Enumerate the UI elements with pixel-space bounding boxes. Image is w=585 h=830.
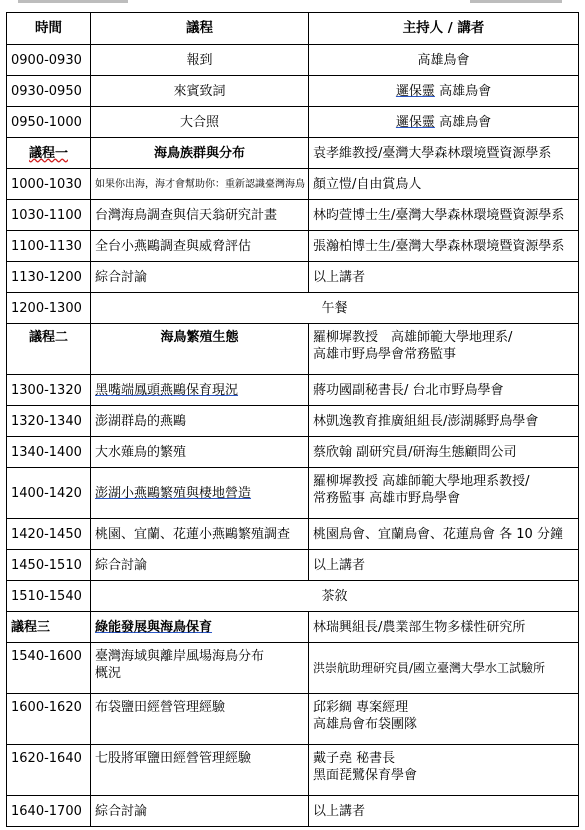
session-row [7, 612, 579, 643]
header-time: 時間 [7, 13, 91, 45]
session-label: 議程一 [7, 138, 91, 169]
header-host: 主持人 / 講者 [309, 13, 579, 45]
host-cell: 顏立愷/自由賞鳥人 [309, 169, 579, 200]
session-row [7, 138, 579, 169]
host-line: 黑面琵鷺保育學會 [313, 768, 418, 783]
host-org: 高雄鳥會 [434, 114, 492, 130]
host-cell: 桃園鳥會、宜蘭鳥會、花蓮鳥會 各 10 分鐘 [309, 519, 579, 550]
time-cell: 1620-1640 [7, 745, 91, 796]
break-row [7, 581, 579, 612]
time-cell: 1000-1030 [7, 169, 91, 200]
host-name: 邏保靈 [395, 83, 435, 99]
time-cell: 1300-1320 [7, 375, 91, 406]
host-line: 高雄鳥會布袋團隊 [313, 717, 418, 732]
table-row [7, 231, 579, 262]
table-row [7, 45, 579, 76]
program-cell: 綜合討論 [91, 262, 309, 293]
break-row [7, 293, 579, 324]
host-name: 邏保靈 [395, 114, 435, 130]
time-cell: 0930-0950 [7, 76, 91, 107]
table-row [7, 76, 579, 107]
host-cell: 以上講者 [309, 262, 579, 293]
session-label: 議程二 [7, 324, 91, 375]
time-cell: 0950-1000 [7, 107, 91, 138]
host-org: 高雄鳥會 [434, 83, 492, 99]
time-cell: 1600-1620 [7, 694, 91, 745]
break-label: 午餐 [91, 293, 579, 324]
time-cell: 1540-1600 [7, 643, 91, 694]
table-row [7, 262, 579, 293]
program-cell: 澎湖群島的燕鷗 [91, 406, 309, 437]
program-cell: 七股將軍鹽田經營管理經驗 [91, 745, 309, 796]
time-cell: 1450-1510 [7, 550, 91, 581]
session-title: 海鳥繁殖生態 [91, 324, 309, 375]
program-cell: 澎湖小燕鷗繁殖與棲地營造 [91, 468, 309, 519]
time-cell: 1200-1300 [7, 293, 91, 324]
host-cell: 林凱逸教育推廣組組長/澎湖縣野鳥學會 [309, 406, 579, 437]
host-cell: 以上講者 [309, 796, 579, 827]
host-line: 戴子堯 秘書長 [313, 751, 396, 766]
program-cell: 來賓致詞 [91, 76, 309, 107]
time-cell: 1130-1200 [7, 262, 91, 293]
host-line: 常務監事 高雄市野鳥學會 [313, 491, 461, 506]
program-cell: 大合照 [91, 107, 309, 138]
host-cell: 袁孝維教授/臺灣大學森林環境暨資源學系 [309, 138, 579, 169]
host-cell: 洪崇航助理研究員/國立臺灣大學水工試驗所 [309, 643, 579, 694]
program-cell: 如果你出海，海才會幫助你：重新認識臺灣海鳥 [91, 169, 309, 200]
host-cell: 以上講者 [309, 550, 579, 581]
program-cell: 全台小燕鷗調查與威脅評估 [91, 231, 309, 262]
host-cell [309, 324, 579, 375]
table-row [7, 107, 579, 138]
time-cell: 1030-1100 [7, 200, 91, 231]
table-row [7, 519, 579, 550]
host-cell: 林昀萱博士生/臺灣大學森林環境暨資源學系 [309, 200, 579, 231]
host-cell: 高雄鳥會 [309, 45, 579, 76]
session-title: 綠能發展與海鳥保育 [91, 612, 309, 643]
host-line: 邱彩綢 專案經理 [313, 700, 409, 715]
host-cell [309, 694, 579, 745]
session-label: 議程三 [7, 612, 91, 643]
program-cell: 大水薙鳥的繁殖 [91, 437, 309, 468]
time-cell: 1100-1130 [7, 231, 91, 262]
program-cell: 布袋鹽田經營管理經驗 [91, 694, 309, 745]
time-cell: 1320-1340 [7, 406, 91, 437]
table-row [7, 406, 579, 437]
host-cell: 蔣功國副秘書長/ 台北市野鳥學會 [309, 375, 579, 406]
host-cell [309, 76, 579, 107]
time-cell: 1400-1420 [7, 468, 91, 519]
program-cell: 報到 [91, 45, 309, 76]
program-cell: 台灣海鳥調查與信天翁研究計畫 [91, 200, 309, 231]
top-border-right [470, 0, 562, 3]
program-cell [91, 643, 309, 694]
time-cell: 1340-1400 [7, 437, 91, 468]
host-cell [309, 745, 579, 796]
table-row [7, 200, 579, 231]
table-row [7, 643, 579, 694]
table-row [7, 169, 579, 200]
host-line: 羅柳墀教授 高雄師範大學地理系/ [313, 330, 513, 345]
table-row [7, 694, 579, 745]
session-row [7, 324, 579, 375]
host-line: 高雄市野鳥學會常務監事 [313, 347, 457, 362]
time-cell: 1420-1450 [7, 519, 91, 550]
time-cell: 1640-1700 [7, 796, 91, 827]
table-row [7, 375, 579, 406]
time-cell: 0900-0930 [7, 45, 91, 76]
host-line: 羅柳墀教授 高雄師範大學地理系教授/ [313, 474, 530, 489]
host-cell: 蔡欣翰 副研究員/研海生態顧問公司 [309, 437, 579, 468]
program-cell: 綜合討論 [91, 550, 309, 581]
table-row [7, 468, 579, 519]
table-row [7, 745, 579, 796]
host-cell [309, 107, 579, 138]
break-label: 茶敘 [91, 581, 579, 612]
table-row [7, 796, 579, 827]
table-row [7, 437, 579, 468]
table-row [7, 550, 579, 581]
program-cell: 綜合討論 [91, 796, 309, 827]
host-cell: 林瑞興組長/農業部生物多樣性研究所 [309, 612, 579, 643]
agenda-table [6, 12, 579, 827]
table-header-row [7, 13, 579, 45]
host-cell: 張瀚柏博士生/臺灣大學森林環境暨資源學系 [309, 231, 579, 262]
top-border-left [18, 0, 128, 3]
program-cell: 黑嘴端鳳頭燕鷗保育現況 [91, 375, 309, 406]
program-cell: 桃園、宜蘭、花蓮小燕鷗繁殖調查 [91, 519, 309, 550]
time-cell: 1510-1540 [7, 581, 91, 612]
session-title: 海鳥族群與分布 [91, 138, 309, 169]
program-line: 概況 [95, 666, 122, 681]
program-line: 臺灣海域與離岸風場海鳥分布 [95, 649, 265, 664]
host-cell [309, 468, 579, 519]
header-program: 議程 [91, 13, 309, 45]
